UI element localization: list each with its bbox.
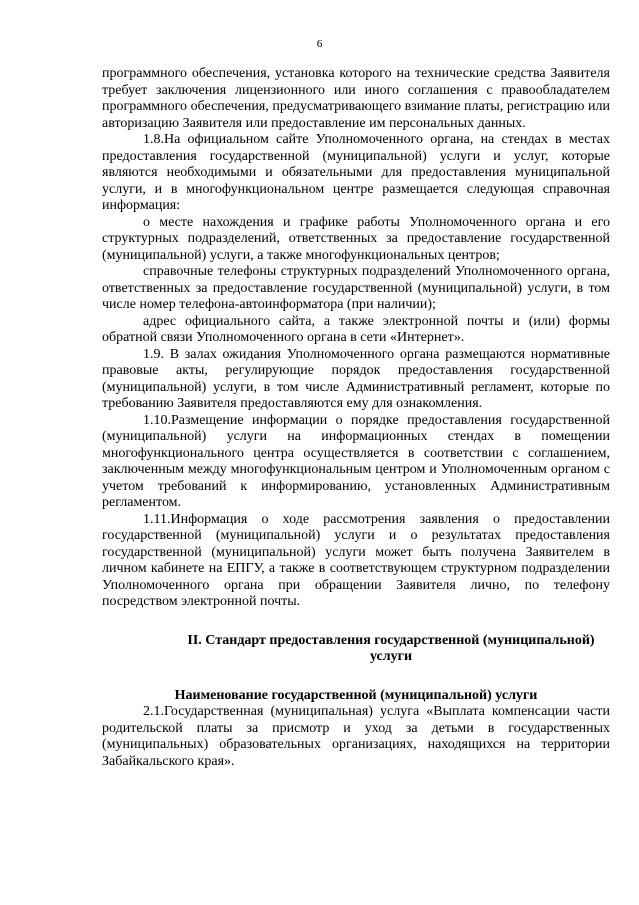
sub-heading: Наименование государственной (муниципальной) услуги (174, 687, 538, 703)
paragraph-location-info: о месте нахождения и графике работы Уполномоченного органа и его структурных подразделений, ответственных за предоставление государственной (муниципальной) услуги, а также многофункциональных центров; (102, 214, 610, 263)
section-heading: II. Стандарт предоставления государственной (муниципальной) услуги (187, 632, 595, 664)
paragraph-1-10: 1.10.Размещение информации о порядке предоставления государственной (муниципальной) услуги на информационных стендах в помещении многофункционального центра осуществляется в соответствии с соглашением, заключенным между многофункциональным центром и Уполномоченным органом с учетом требований к информированию, установленных Административным регламентом. (102, 412, 610, 510)
paragraph-phone-info: справочные телефоны структурных подразделений Уполномоченного органа, ответственных за предоставление государственной (муниципальной) услуги, в том числе номер телефона-автоинформатора (при наличии); (102, 264, 610, 312)
paragraph-1-11: 1.11.Информация о ходе рассмотрения заявления о предоставлении государственной (муниципальной) услуги и о результатах предоставления государственной (муниципальной) услуги может быть получена Заявителем в личном кабинете на ЕПГУ, а также в соответствующем структурном подразделении Уполномоченного органа при обращении Заявителя лично, по телефону посредством электронной почты. (102, 511, 610, 609)
paragraph-continuation: программного обеспечения, установка которого на технические средства Заявителя требует заключения лицензионного или иного соглашения с правообладателем программного обеспечения, предусматривающего взимание платы, регистрацию или авторизацию Заявителя или предоставление им персональных данных. (102, 66, 610, 131)
paragraph-website-info: адрес официального сайта, а также электронной почты и (или) формы обратной связи Уполномоченного органа в сети «Интернет». (102, 313, 610, 345)
paragraph-1-8: 1.8.На официальном сайте Уполномоченного органа, на стендах в местах предоставления государственной (муниципальной) услуги и услуг, которые являются необходимыми и обязательными для предоставления муниципальной услуги, и в многофункциональном центре размещается следующая справочная информация: (102, 132, 610, 213)
page-number: 6 (316, 38, 323, 50)
paragraph-1-9: 1.9. В залах ожидания Уполномоченного органа размещаются нормативные правовые акты, регулирующие порядок предоставления государственной (муниципальной) услуги, в том числе Административный регламент, которые по требованию Заявителя предоставляются ему для ознакомления. (102, 346, 610, 411)
paragraph-2-1: 2.1.Государственная (муниципальная) услуга «Выплата компенсации части родительской платы за присмотр и уход за детьми в государственных (муниципальных) образовательных организациях, находящихся на территории Забайкальского края». (102, 704, 610, 769)
document-body (102, 66, 610, 770)
